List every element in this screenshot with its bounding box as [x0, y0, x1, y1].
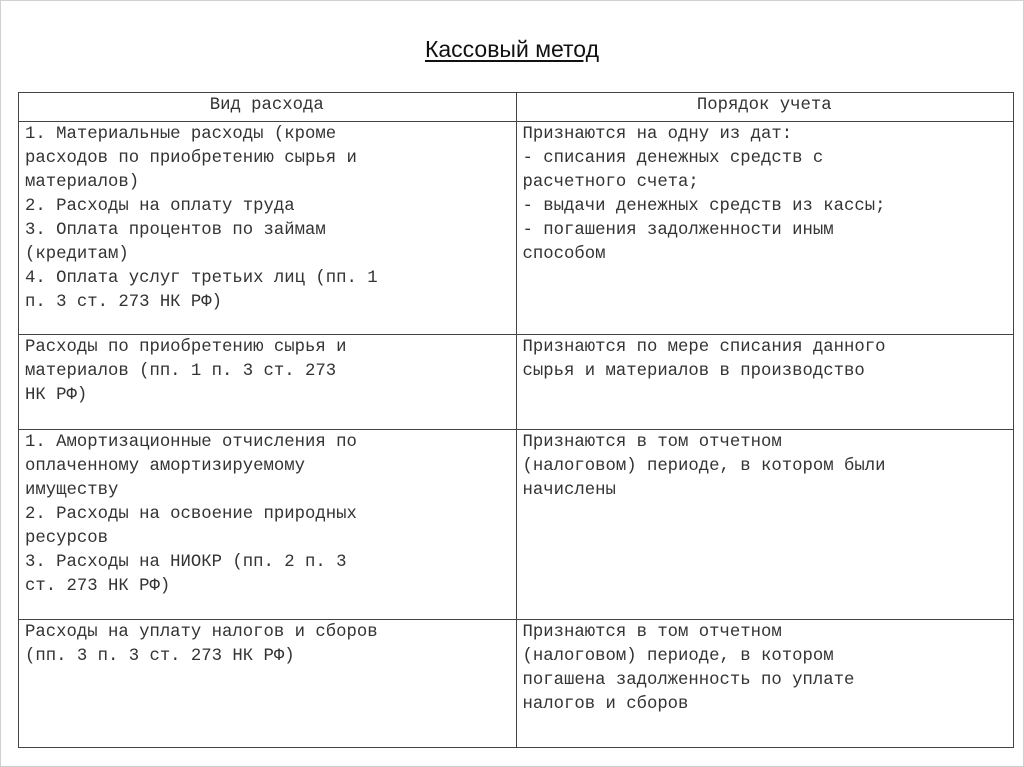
header-expense-type: Вид расхода: [19, 93, 517, 122]
page-title: Кассовый метод: [424, 36, 600, 62]
expense-accounting-table: [18, 92, 1014, 748]
table-row: [19, 335, 1014, 430]
expense-cell: 1. Материальные расходы (кроме расходов по приобретению сырья и материалов) 2. Расходы на оплату труда 3. Оплата процентов по займам (кредитам) 4. Оплата услуг третьих лиц (пп. 1 п. 3 ст. 273 НК РФ): [19, 122, 517, 335]
accounting-cell: Признаются в том отчетном (налоговом) периоде, в котором погашена задолженность по уплате налогов и сборов: [516, 620, 1014, 748]
table-row: [19, 430, 1014, 620]
accounting-cell: Признаются на одну из дат: - списания денежных средств с расчетного счета; - выдачи денежных средств из кассы; - погашения задолженности иным способом: [516, 122, 1014, 335]
header-accounting-order: Порядок учета: [516, 93, 1014, 122]
expense-cell: Расходы на уплату налогов и сборов (пп. 3 п. 3 ст. 273 НК РФ): [19, 620, 517, 748]
accounting-cell: Признаются в том отчетном (налоговом) периоде, в котором были начислены: [516, 430, 1014, 620]
expense-cell: 1. Амортизационные отчисления по оплаченному амортизируемому имуществу 2. Расходы на освоение природных ресурсов 3. Расходы на НИОКР (пп. 2 п. 3 ст. 273 НК РФ): [19, 430, 517, 620]
table-row: [19, 122, 1014, 335]
expense-cell: Расходы по приобретению сырья и материалов (пп. 1 п. 3 ст. 273 НК РФ): [19, 335, 517, 430]
accounting-cell: Признаются по мере списания данного сырья и материалов в производство: [516, 335, 1014, 430]
table-header-row: [19, 93, 1014, 122]
table-row: [19, 620, 1014, 748]
